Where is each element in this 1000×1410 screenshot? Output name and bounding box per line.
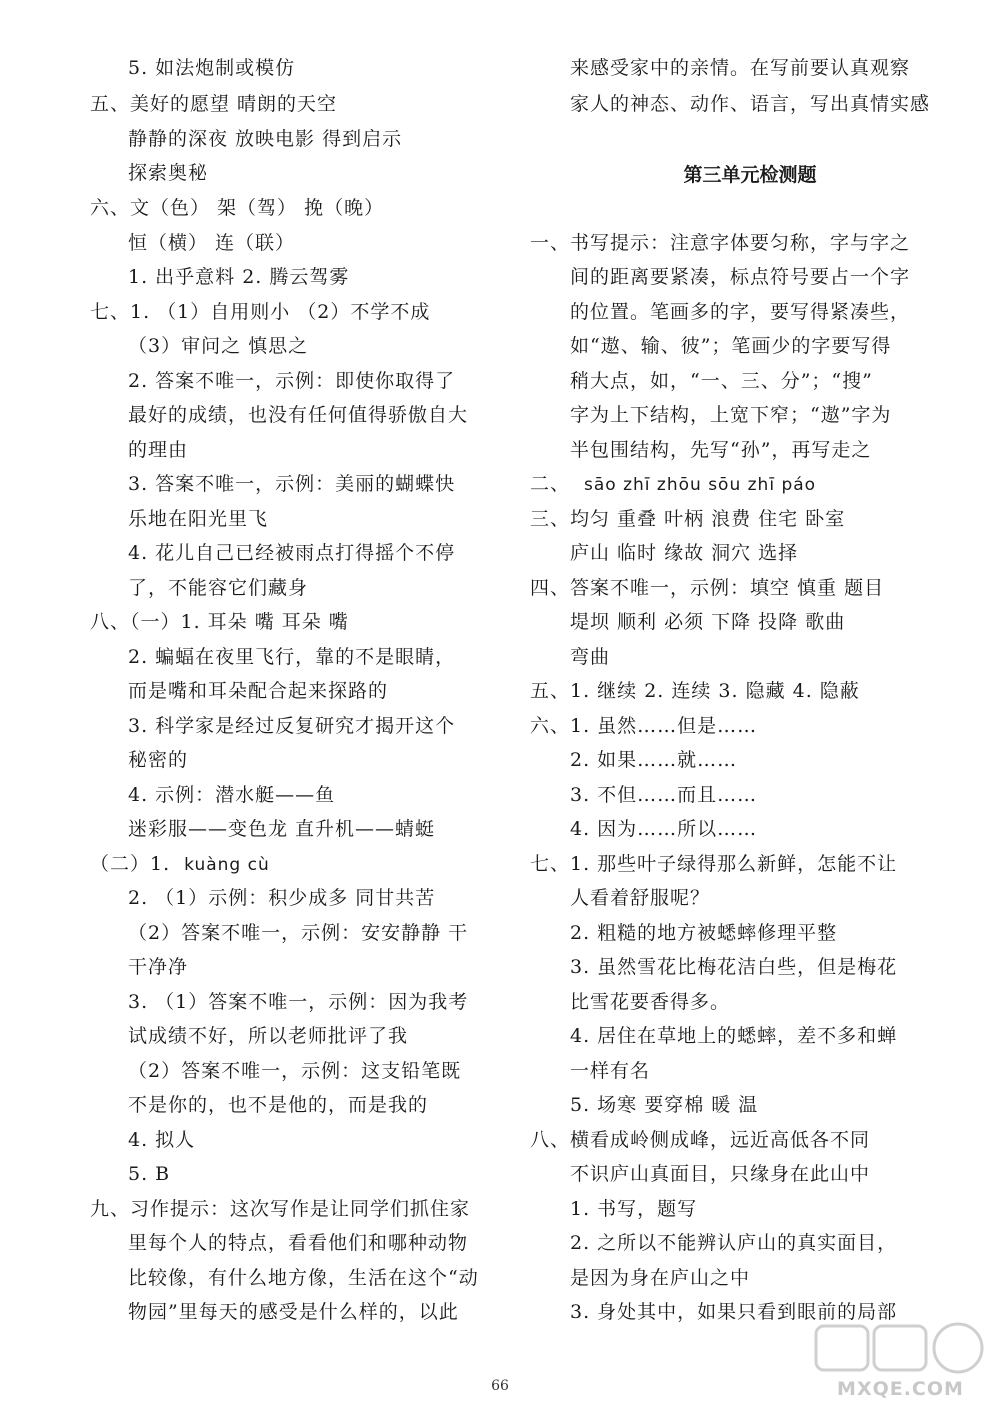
- section-heading: 第三单元检测题: [683, 164, 817, 186]
- left-line: [128, 334, 308, 358]
- line-text: 的理由: [128, 439, 189, 461]
- left-line: [128, 576, 308, 600]
- line-text: 5. 如法炮制或模仿: [128, 57, 296, 79]
- pinyin-text: kuàng cù: [184, 855, 270, 875]
- line-text: 静静的深夜 放映电影 得到启示: [128, 128, 403, 150]
- line-text: 七、1. 那些叶子绿得那么新鲜，怎能不让: [530, 853, 898, 875]
- left-line: [90, 852, 270, 877]
- line-text: 探索奥秘: [128, 162, 209, 184]
- left-line: [128, 1093, 428, 1117]
- line-text: 2. 答案不唯一，示例：即使你取得了: [128, 370, 456, 392]
- left-line: [128, 886, 435, 910]
- left-line: [128, 679, 388, 703]
- line-text: （2）答案不唯一，示例：安安静静 干: [128, 922, 469, 944]
- left-line: [128, 921, 468, 945]
- line-text: 5. 场寒 要穿棉 暖 温: [570, 1094, 759, 1116]
- line-text: 的位置。笔画多的字，要写得紧凑些，: [570, 301, 911, 323]
- line-text: 比较像，有什么地方像，生活在这个“动: [128, 1267, 479, 1289]
- line-text: 五、美好的愿望 晴朗的天空: [90, 93, 338, 115]
- left-line: [128, 1266, 479, 1290]
- line-text: 四、答案不唯一，示例：填空 慎重 题目: [530, 577, 885, 599]
- page-number: 66: [491, 1378, 509, 1394]
- line-text: 来感受家中的亲情。在写前要认真观察: [570, 57, 911, 79]
- right-line: [570, 645, 610, 669]
- left-line: [128, 990, 468, 1014]
- right-line: [570, 1162, 870, 1186]
- line-text: 堤坝 顺利 必须 下降 投降 歌曲: [570, 611, 846, 633]
- line-text: 3. 答案不唯一，示例：美丽的蝴蝶快: [128, 473, 456, 495]
- left-line: [128, 1024, 408, 1048]
- left-line: [90, 92, 337, 116]
- left-line: [128, 1128, 195, 1152]
- line-text: 2. 之所以不能辨认庐山的真实面目，: [570, 1232, 898, 1254]
- line-text: 4. 花儿自己已经被雨点打得摇个不停: [128, 542, 456, 564]
- left-line: [128, 231, 295, 255]
- right-line: [570, 610, 845, 634]
- left-line: [90, 1197, 470, 1221]
- line-text: 一样有名: [570, 1060, 651, 1082]
- left-line: [90, 610, 349, 634]
- right-line: [570, 369, 873, 393]
- line-text: 而是嘴和耳朵配合起来探路的: [128, 680, 389, 702]
- right-line: [570, 886, 710, 910]
- right-line: [570, 334, 891, 358]
- line-text: 3. （1）答案不唯一，示例：因为我考: [128, 991, 469, 1013]
- line-text: 秘密的: [128, 749, 189, 771]
- line-text: 字为上下结构，上宽下窄；“遨”字为: [570, 404, 892, 426]
- right-line: [570, 1024, 897, 1048]
- left-line: [128, 748, 188, 772]
- left-line: [128, 955, 188, 979]
- left-line: [128, 817, 435, 841]
- line-text: 不是你的，也不是他的，而是我的: [128, 1094, 429, 1116]
- right-line: [530, 507, 845, 531]
- left-line: [90, 300, 430, 324]
- left-line: [128, 127, 402, 151]
- line-text: 物园”里每天的感受是什么样的，以此: [128, 1301, 459, 1323]
- left-line: [128, 472, 455, 496]
- line-text: 比雪花要香得多。: [570, 991, 731, 1013]
- right-line: [570, 990, 730, 1014]
- line-text: 八、横看成岭侧成峰，远近高低各不同: [530, 1129, 871, 1151]
- left-line: [128, 438, 188, 462]
- line-text: 1. 出乎意料 2. 腾云驾雾: [128, 266, 350, 288]
- line-text: 4. 因为……所以……: [570, 818, 758, 840]
- line-text: 2. 蝙蝠在夜里飞行，靠的不是眼睛，: [128, 646, 456, 668]
- line-text: 4. 示例：潜水艇——鱼: [128, 784, 336, 806]
- right-line: [570, 265, 910, 289]
- line-text: 是因为身在庐山之中: [570, 1267, 751, 1289]
- line-text: 3. 身处其中，如果只看到眼前的局部: [570, 1301, 898, 1323]
- right-line: [570, 56, 910, 80]
- line-text: 3. 虽然雪花比梅花洁白些，但是梅花: [570, 956, 898, 978]
- line-text: 5. B: [128, 1163, 171, 1185]
- left-line: [128, 1231, 468, 1255]
- right-line: [530, 472, 816, 497]
- left-line: [128, 645, 455, 669]
- left-line: [90, 196, 384, 220]
- left-line: [128, 783, 335, 807]
- left-line: [128, 265, 349, 289]
- right-line: [570, 955, 897, 979]
- line-text: 五、1. 继续 2. 连续 3. 隐藏 4. 隐蔽: [530, 680, 860, 702]
- line-text: （二）1.: [90, 853, 171, 875]
- right-line: [570, 783, 757, 807]
- line-text: 一、书写提示：注意字体要匀称，字与字之: [530, 232, 911, 254]
- line-text: （3）审问之 慎思之: [128, 335, 309, 357]
- line-text: 三、均匀 重叠 叶柄 浪费 住宅 卧室: [530, 508, 846, 530]
- line-text: 如“遨、输、彼”；笔画少的字要写得: [570, 335, 892, 357]
- right-line: [570, 541, 798, 565]
- line-text: （2）答案不唯一，示例：这支铅笔既: [128, 1060, 462, 1082]
- right-line: [570, 403, 891, 427]
- line-text: 干净净: [128, 956, 189, 978]
- right-line: [570, 92, 930, 116]
- right-line: [530, 714, 757, 738]
- pinyin-text: sāo zhī zhōu sōu zhī páo: [584, 475, 817, 495]
- left-line: [128, 403, 468, 427]
- line-text: 六、1. 虽然……但是……: [530, 715, 758, 737]
- right-line: [570, 1093, 758, 1117]
- line-text: 恒（横） 连（联）: [128, 232, 296, 254]
- right-line: [530, 1128, 870, 1152]
- line-text: 1. 书写，题写: [570, 1198, 698, 1220]
- line-text: 间的距离要紧凑，标点符号要占一个字: [570, 266, 911, 288]
- line-text: 了，不能容它们藏身: [128, 577, 309, 599]
- line-text: 九、习作提示：这次写作是让同学们抓住家: [90, 1198, 471, 1220]
- line-text: 里每个人的特点，看看他们和哪种动物: [128, 1232, 469, 1254]
- right-line: [570, 438, 871, 462]
- right-line: [530, 231, 910, 255]
- line-text: 2. （1）示例：积少成多 同甘共苦: [128, 887, 436, 909]
- line-text: 半包围结构，先写“孙”，再写走之: [570, 439, 872, 461]
- line-text: 4. 拟人: [128, 1129, 196, 1151]
- right-line: [570, 1059, 650, 1083]
- line-text: 人看着舒服呢？: [570, 887, 711, 909]
- line-text: 3. 科学家是经过反复研究才揭开这个: [128, 715, 456, 737]
- watermark-text: MXQE.COM: [837, 1378, 964, 1400]
- left-line: [128, 56, 295, 80]
- left-line: [128, 369, 455, 393]
- line-text: 庐山 临时 缘故 洞穴 选择: [570, 542, 799, 564]
- right-line: [530, 679, 860, 703]
- left-line: [128, 1059, 461, 1083]
- line-text: 试成绩不好，所以老师批评了我: [128, 1025, 409, 1047]
- line-text: 七、1. （1）自用则小 （2）不学不成: [90, 301, 431, 323]
- left-line: [128, 1162, 170, 1186]
- line-text: 迷彩服——变色龙 直升机——蜻蜓: [128, 818, 436, 840]
- line-text: 不识庐山真面目，只缘身在此山中: [570, 1163, 871, 1185]
- line-text: 二、: [530, 473, 571, 495]
- right-line: [570, 748, 737, 772]
- right-line: [570, 921, 837, 945]
- left-line: [128, 161, 208, 185]
- right-line: [570, 1197, 697, 1221]
- line-text: 稍大点，如，“一、三、分”；“搜”: [570, 370, 873, 392]
- left-line: [128, 714, 455, 738]
- right-line: [530, 852, 897, 876]
- line-text: 2. 粗糙的地方被蟋蟀修理平整: [570, 922, 838, 944]
- right-line: [570, 300, 910, 324]
- line-text: 4. 居住在草地上的蟋蟀，差不多和蝉: [570, 1025, 898, 1047]
- line-text: 2. 如果……就……: [570, 749, 738, 771]
- line-text: 八、（一）1. 耳朵 嘴 耳朵 嘴: [90, 611, 349, 633]
- line-text: 弯曲: [570, 646, 611, 668]
- right-line: [570, 1231, 897, 1255]
- line-text: 家人的神态、动作、语言，写出真情实感: [570, 93, 931, 115]
- right-line: [570, 1266, 750, 1290]
- right-line: [530, 576, 884, 600]
- right-line: [570, 817, 757, 841]
- line-text: 最好的成绩，也没有任何值得骄傲自大: [128, 404, 469, 426]
- left-line: [128, 1300, 459, 1324]
- line-text: 乐地在阳光里飞: [128, 508, 269, 530]
- left-line: [128, 507, 268, 531]
- left-line: [128, 541, 455, 565]
- line-text: 六、文（色） 架（驾） 挽（晚）: [90, 197, 385, 219]
- line-text: 3. 不但……而且……: [570, 784, 758, 806]
